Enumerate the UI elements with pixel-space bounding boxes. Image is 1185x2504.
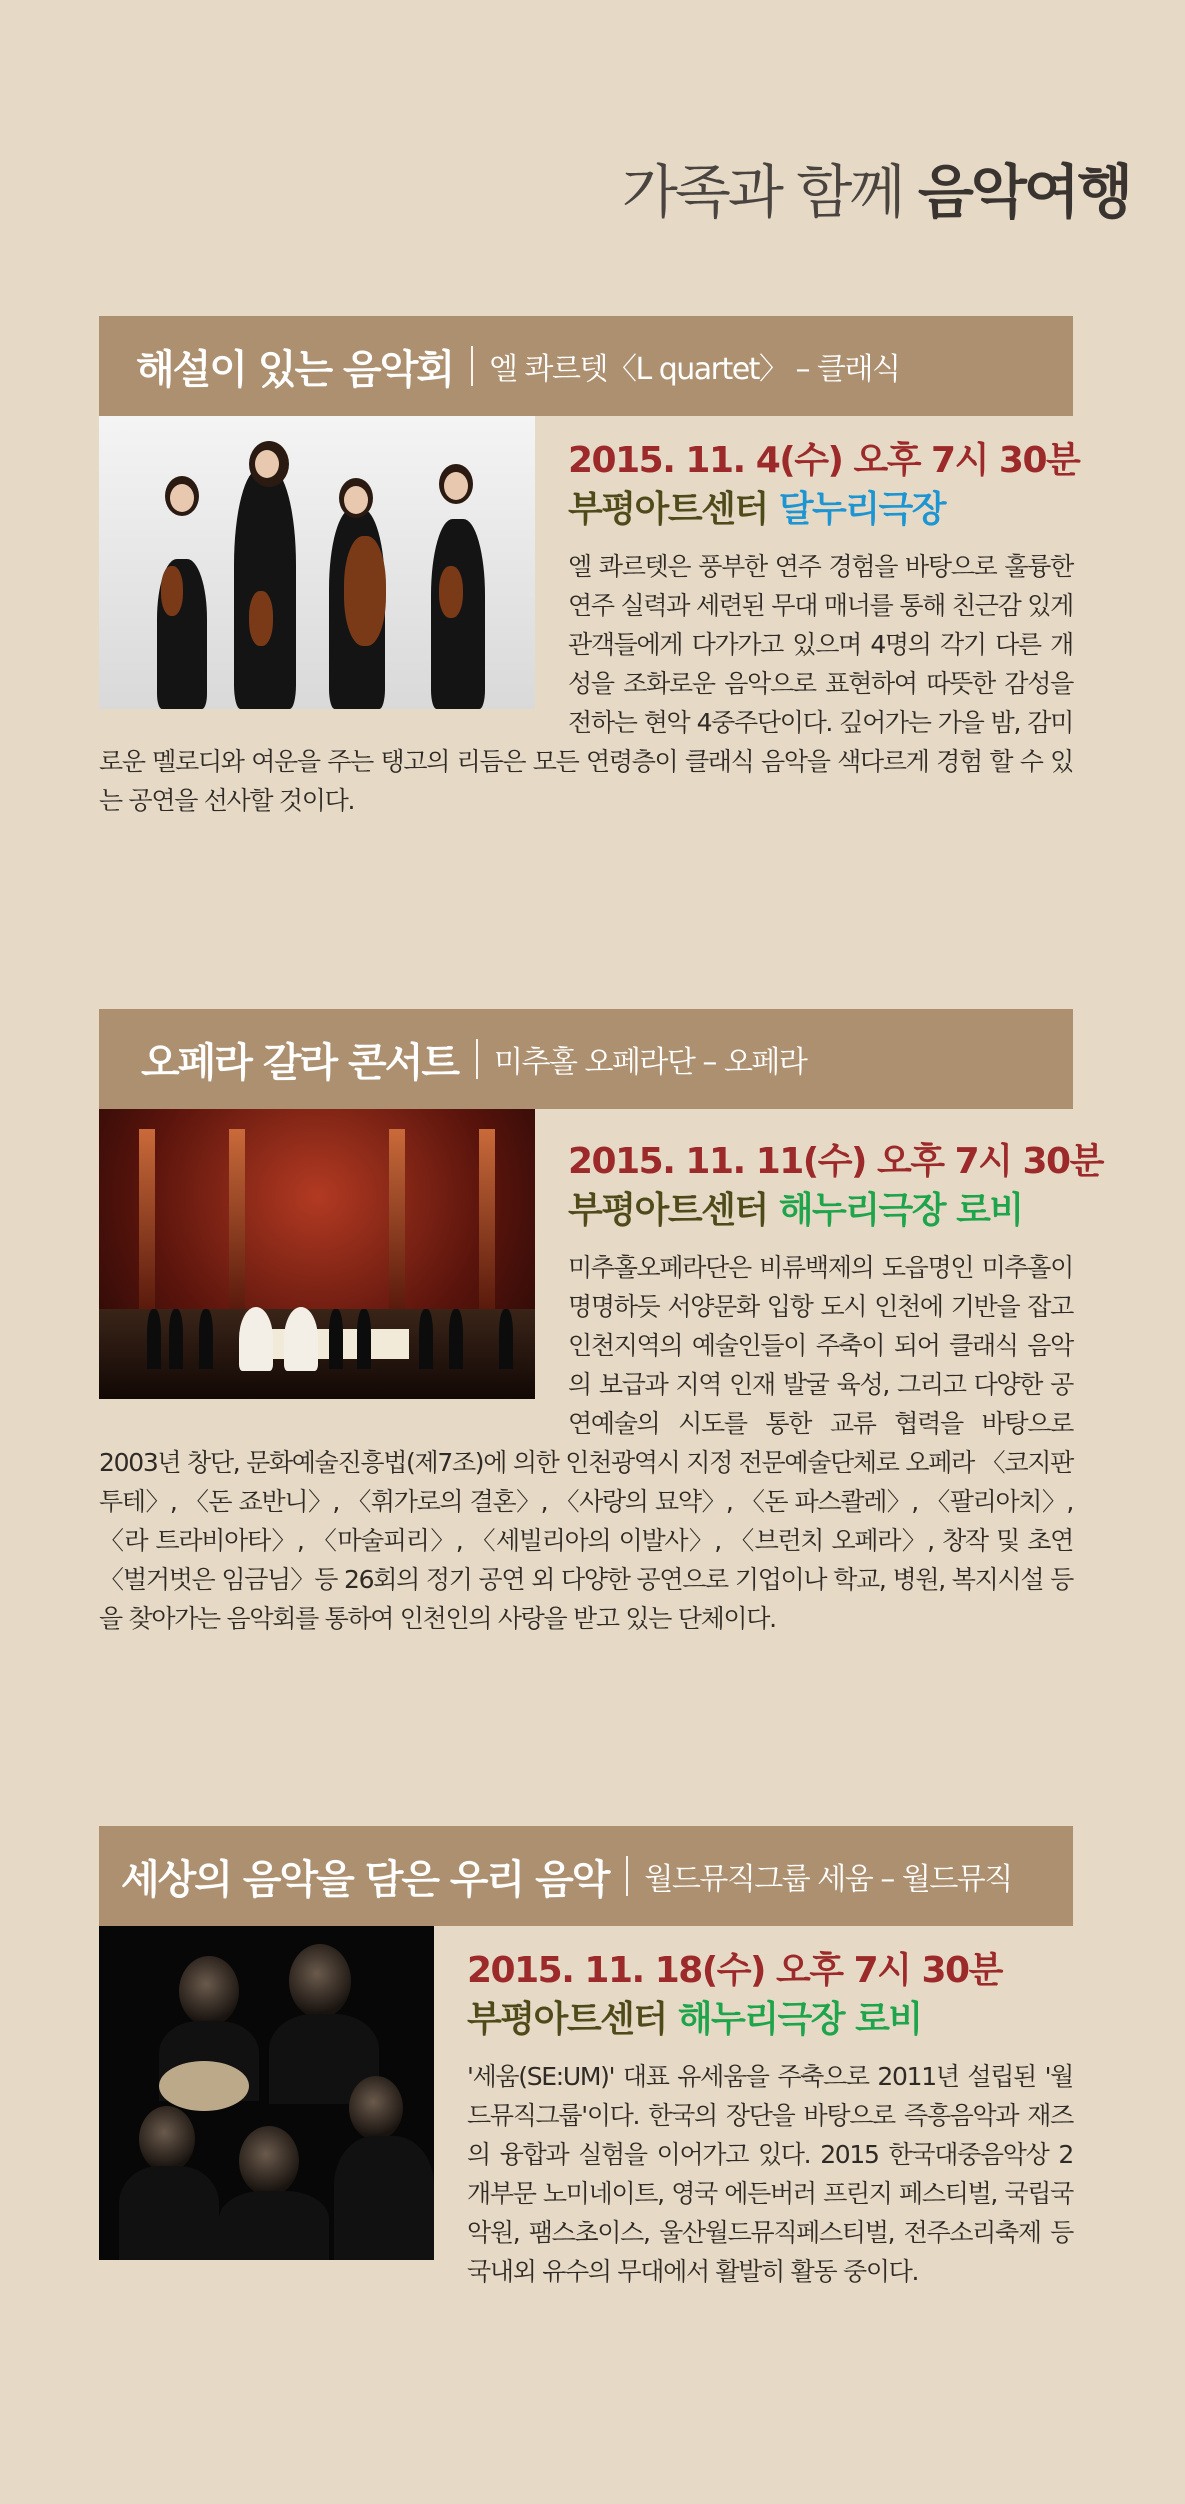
event-description: 엘 콰르텟은 풍부한 연주 경험을 바탕으로 훌륭한 연주 실력과 세련된 무대 매너를 통해 친근감 있게 관객들에게 다가가고 있으며 4명의 각기 다른 개성을 조화로운 음악으로 표현하여 따뜻한 감성을 전하는 현악 4중주단이다. 깊어가는 가을 밤, 감미로운 멜로디와 여운을 주는 탱고의 리듬은 모든 연령층이 클래식 음악을 색다르게 경험 할 수 있는 공연을 선사할 것이다. <box>99 552 1073 816</box>
event-card-opera <box>99 1009 1103 1638</box>
venue-name: 부평아트센터 <box>568 1189 779 1231</box>
event-card-worldmusic <box>99 1826 1073 2291</box>
opera-photo <box>99 1109 535 1399</box>
event-date: 2015. 11. 11(수) 오후 7시 30분 <box>568 1141 1103 1182</box>
hall-name: 해누리극장 로비 <box>677 1998 922 2040</box>
page-title-light: 가족과 함께 <box>621 158 918 226</box>
event-header <box>99 316 1073 416</box>
event-title: 오페라 갈라 콘서트 <box>141 1039 458 1086</box>
event-header <box>99 1826 1073 1926</box>
header-divider <box>471 346 473 386</box>
venue-name: 부평아트센터 <box>467 1998 678 2040</box>
event-description: 미추홀오페라단은 비류백제의 도읍명인 미추홀이 명명하듯 서양문화 입항 도시 인천에 기반을 잡고 인천지역의 예술인들이 주축이 되어 클래식 음악의 보급과 지역 인재 발굴 육성, 그리고 다양한 공연예술의 시도를 통한 교류 협력을 바탕으로 2003년 창단, 문화예술진흥법(제7조)에 의한 인천광역시 지정 전문예술단체로 오페라 〈코지판 투테〉, 〈돈 죠반니〉, 〈휘가로의 결혼〉, 〈사랑의 묘약〉, 〈돈 파스콸레〉, 〈팔리아치〉, 〈라 트라비아타〉, 〈마술피리〉, 〈세빌리아의 이발사〉, 〈브런치 오페라〉, 창작 및 초연 〈벌거벗은 임금님〉등 26회의 정기 공연 외 다양한 공연으로 기업이나 학교, 병원, 복지시설 등을 찾아가는 음악회를 통하여 인천인의 사랑을 받고 있는 단체이다. <box>99 1253 1073 1634</box>
event-title: 해설이 있는 음악회 <box>136 346 453 393</box>
event-subtitle: 엘 콰르텟〈L quartet〉 – 클래식 <box>488 352 900 387</box>
page-title-bold: 음악여행 <box>917 158 1130 226</box>
event-date: 2015. 11. 18(수) 오후 7시 30분 <box>467 1950 1002 1991</box>
event-subtitle: 미추홀 오페라단 – 오페라 <box>493 1045 807 1080</box>
event-body <box>99 1926 1073 2291</box>
worldmusic-photo <box>99 1926 434 2260</box>
hall-name: 해누리극장 로비 <box>778 1189 1023 1231</box>
venue-name: 부평아트센터 <box>568 488 779 530</box>
event-body <box>99 1109 1103 1638</box>
event-description: '세움(SE:UM)' 대표 유세움을 주축으로 2011년 설립된 '월드뮤직그룹'이다. 한국의 장단을 바탕으로 즉흥음악과 재즈의 융합과 실험을 이어가고 있다. 2015 한국대중음악상 2개부문 노미네이트, 영국 에든버러 프린지 페스티벌, 국립국악원, 팸스초이스, 울산월드뮤직페스티벌, 전주소리축제 등 국내외 유수의 무대에서 활발히 활동 중이다. <box>467 2062 1073 2287</box>
event-title: 세상의 음악을 담은 우리 음악 <box>121 1856 609 1903</box>
header-divider <box>476 1039 478 1079</box>
event-header <box>99 1009 1073 1109</box>
event-card-quartet <box>99 316 1080 820</box>
header-divider <box>626 1856 628 1896</box>
hall-name: 달누리극장 <box>778 488 946 530</box>
quartet-photo <box>99 416 535 709</box>
event-subtitle: 월드뮤직그룹 세움 – 월드뮤직 <box>644 1862 1012 1897</box>
event-date: 2015. 11. 4(수) 오후 7시 30분 <box>568 440 1080 481</box>
event-body <box>99 416 1080 820</box>
page-title <box>622 145 1130 229</box>
